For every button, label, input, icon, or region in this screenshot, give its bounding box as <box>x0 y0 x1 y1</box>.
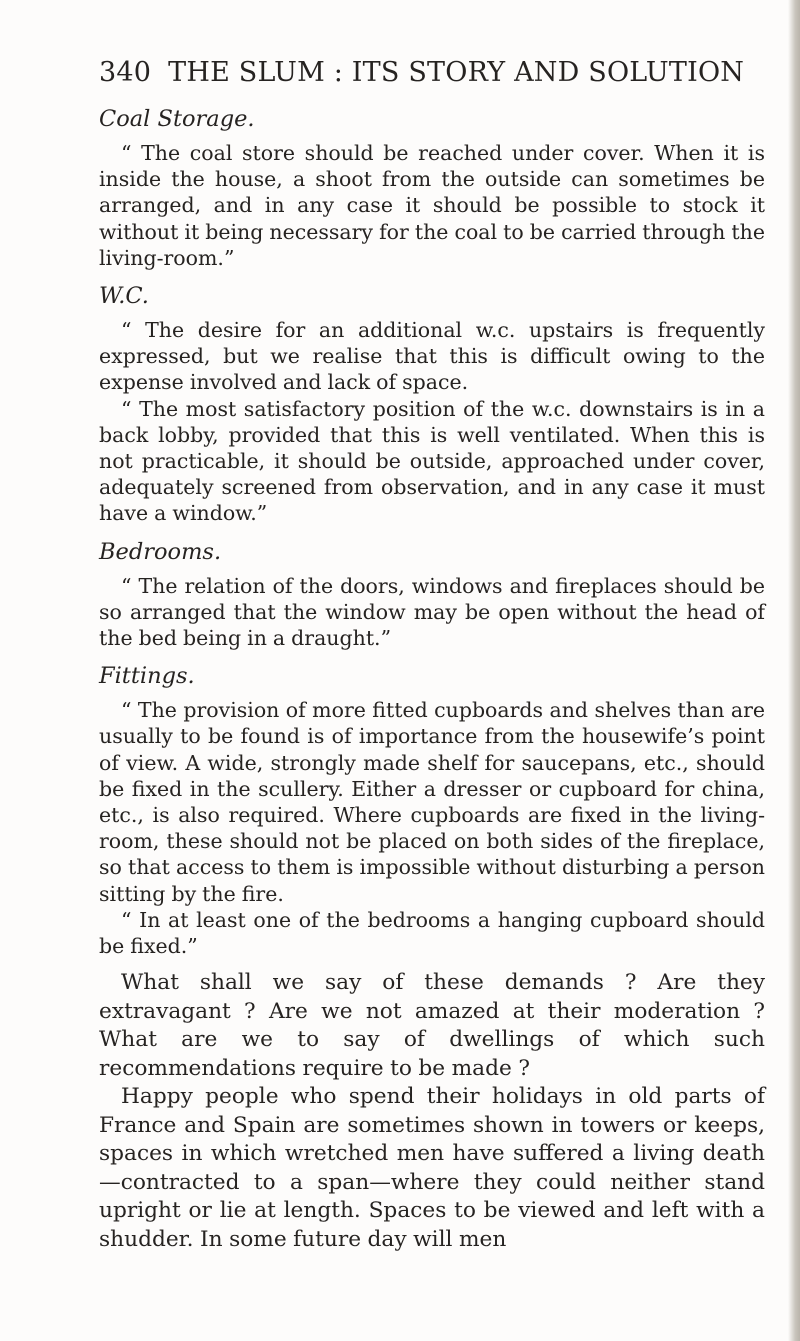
wc-paragraph-2: “ The most satisfactory position of the w.c. downstairs is in a back lobby, provided that this is well ventilated. When this is not practicable, it should be outside, approached under cover, adequately screened from observation, and in any case it must have a window.” <box>99 396 765 526</box>
wc-paragraph-1: “ The desire for an additional w.c. upstairs is frequently expressed, but we realise that this is difficult owing to the expense involved and lack of space. <box>99 318 765 395</box>
body-paragraph-2: Happy people who spend their holidays in old parts of France and Spain are sometimes shown in towers or keeps, spaces in which wretched men have suffered a living death—contracted to a span—where they could neither stand upright or lie at length. Spaces to be viewed and left with a shudder. In some future day will men <box>99 1084 765 1252</box>
page-content <box>99 106 765 1254</box>
fittings-paragraph-1: “ The provision of more fitted cupboards and shelves than are usually to be found is of importance from the housewife’s point of view. A wide, strongly made shelf for saucepans, etc., should be fixed in the scullery. Either a dresser or cupboard for china, etc., is also required. Where cupboards are fixed in the living-room, these should not be placed on both sides of the fireplace, so that access to them is impossible without disturbing a person sitting by the fire. <box>99 698 765 906</box>
section-heading-wc: W.C. <box>99 283 149 310</box>
running-header <box>99 57 745 88</box>
section-heading-bedrooms: Bedrooms. <box>99 538 222 565</box>
section-heading-coal-storage: Coal Storage. <box>99 106 255 132</box>
fittings-paragraph-2: “ In at least one of the bedrooms a hanging cupboard should be fixed.” <box>99 907 765 959</box>
page-edge-shadow <box>788 0 800 1341</box>
section-heading-fittings: Fittings. <box>99 663 195 690</box>
body-paragraph-1: What shall we say of these demands ? Are they extravagant ? Are we not amazed at their moderation ? What are we to say of dwellings of which such recommendations require to be made ? <box>99 970 765 1081</box>
bedrooms-paragraph: “ The relation of the doors, windows and fireplaces should be so arranged that the window may be open without the head of the bed being in a draught.” <box>99 573 765 651</box>
running-title: THE SLUM : ITS STORY AND SOLUTION <box>168 57 745 88</box>
page-number: 340 <box>99 57 152 88</box>
coal-storage-paragraph: “ The coal store should be reached under cover. When it is inside the house, a shoot from the outside can sometimes be arranged, and in any case it should be possible to stock it without it being necessary for the coal to be carried through the living-room.” <box>99 141 765 270</box>
